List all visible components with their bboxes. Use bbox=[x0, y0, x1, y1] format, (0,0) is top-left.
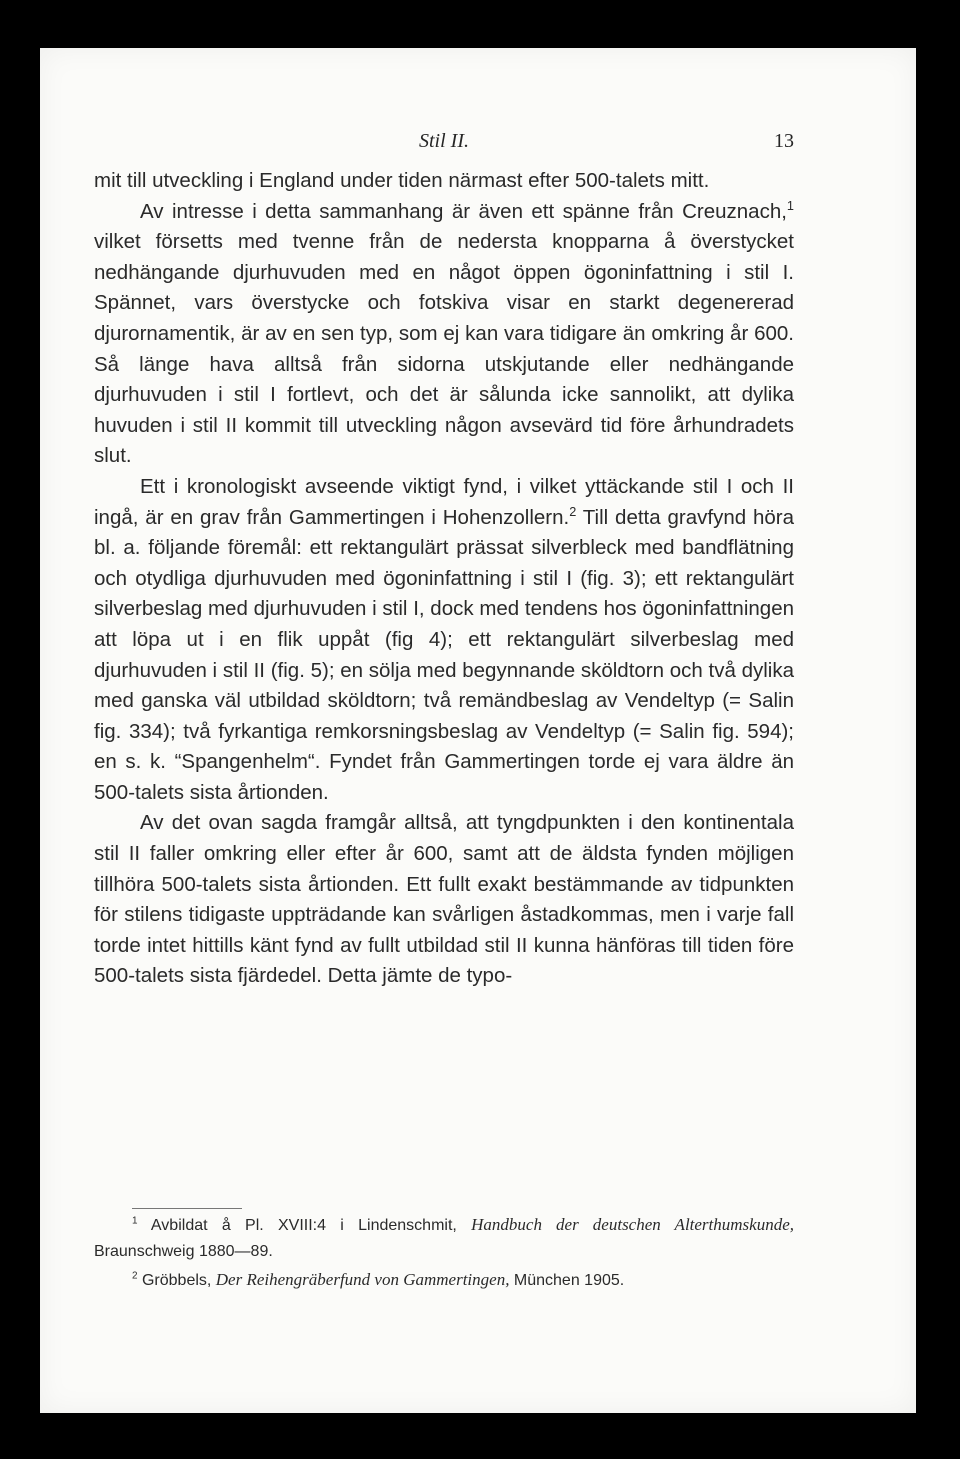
footnote-marker: 1 bbox=[132, 1215, 138, 1227]
paragraph-3-part-2: Till detta gravfynd höra bl. a. följande föremål: ett rektangulärt prässat silverbleck med bandflätning och otydliga djurhuvuden med ögoninfattning i stil I (fig. 3); ett rektangulärt silverbeslag med djurhuvuden i stil I, dock med tendens hos ögoninfattningen att löpa ut i en flik uppåt (fig 4); ett rektangulärt silverbeslag med djurhuvuden i stil II (fig. 5); en sölja med begynnande sköldtorn och två dylika med ganska väl utbildad sköldtorn; två remändbeslag av Vendeltyp (= Salin fig. 334); två fyrkantiga remkorsningsbeslag av Vendeltyp (= Salin fig. 594); en s. k. “Spangenhelm“. Fyndet från Gammertingen torde ej vara äldre än 500-talets sista årtionden. bbox=[94, 505, 794, 804]
footnote-text: Avbildat å Pl. XVIII:4 i Lindenschmit, bbox=[150, 1217, 472, 1234]
footnote-text: München 1905. bbox=[509, 1272, 625, 1289]
paragraph-4: Av det ovan sagda framgår alltså, att tyngdpunkten i den kontinentala stil II faller omkring eller efter år 600, samt att de äldsta fynden möjligen tillhöra 500-talets sista årtionden. Ett fullt exakt bestämmande av tidpunkten för stilens tidigaste uppträdande kan svårligen åstadkommas, men i varje fall torde intet hittills känt fynd av fullt utbildad stil II kunna hänföras till tiden före 500-talets sista fjärdedel. Detta jämte de typo- bbox=[94, 811, 794, 988]
footnote-1 bbox=[94, 1212, 794, 1265]
footnote-book-title: Der Reihengräberfund von Gammertingen, bbox=[215, 1270, 510, 1289]
footnote-book-title: Handbuch der deutschen Alterthumskunde, bbox=[471, 1215, 795, 1234]
footnote-marker: 2 bbox=[132, 1270, 138, 1282]
footnote-ref-2: 2 bbox=[569, 503, 577, 519]
page-number: 13 bbox=[774, 130, 794, 152]
footnote-2 bbox=[94, 1267, 794, 1294]
paragraph-2 bbox=[94, 197, 794, 472]
paragraph-3-part-1: Ett i kronologiskt avseende viktigt fynd, i vilket yttäckande stil I och II ingå, är en grav från Gammertingen i Hohenzollern. bbox=[94, 474, 794, 529]
book-page bbox=[40, 48, 916, 1413]
page-header bbox=[94, 130, 794, 154]
paragraph-2-part-2: vilket försetts med tvenne från de nedersta knopparna å överstycket nedhängande djurhuvuden med en något öppen ögoninfattning i stil I. Spännet, vars överstycke och fotskiva visar en starkt degenererad djurornamentik, är av en sen typ, som ej kan vara tidigare än omkring år 600. Så länge hava alltså från sidorna utskjutande eller nedhängande djurhuvuden i stil I fortlevt, och det är sålunda icke sannolikt, att dylika huvuden i stil II kommit till utveckling någon avsevärd tid före århundradets slut. bbox=[94, 230, 794, 468]
footnotes bbox=[94, 1212, 794, 1296]
body-text bbox=[94, 166, 794, 992]
footnote-text: Braunschweig 1880—89. bbox=[94, 1243, 273, 1260]
paragraph-1: mit till utveckling i England under tiden närmast efter 500-talets mitt. bbox=[94, 169, 710, 192]
footnote-ref-1: 1 bbox=[786, 197, 794, 213]
paragraph-2-part-1: Av intresse i detta sammanhang är även ett spänne från Creuznach, bbox=[140, 199, 787, 223]
paragraph-3 bbox=[94, 472, 794, 809]
running-title: Stil II. bbox=[419, 130, 469, 152]
footnote-separator bbox=[132, 1208, 242, 1209]
footnote-text: Gröbbels, bbox=[141, 1272, 216, 1289]
